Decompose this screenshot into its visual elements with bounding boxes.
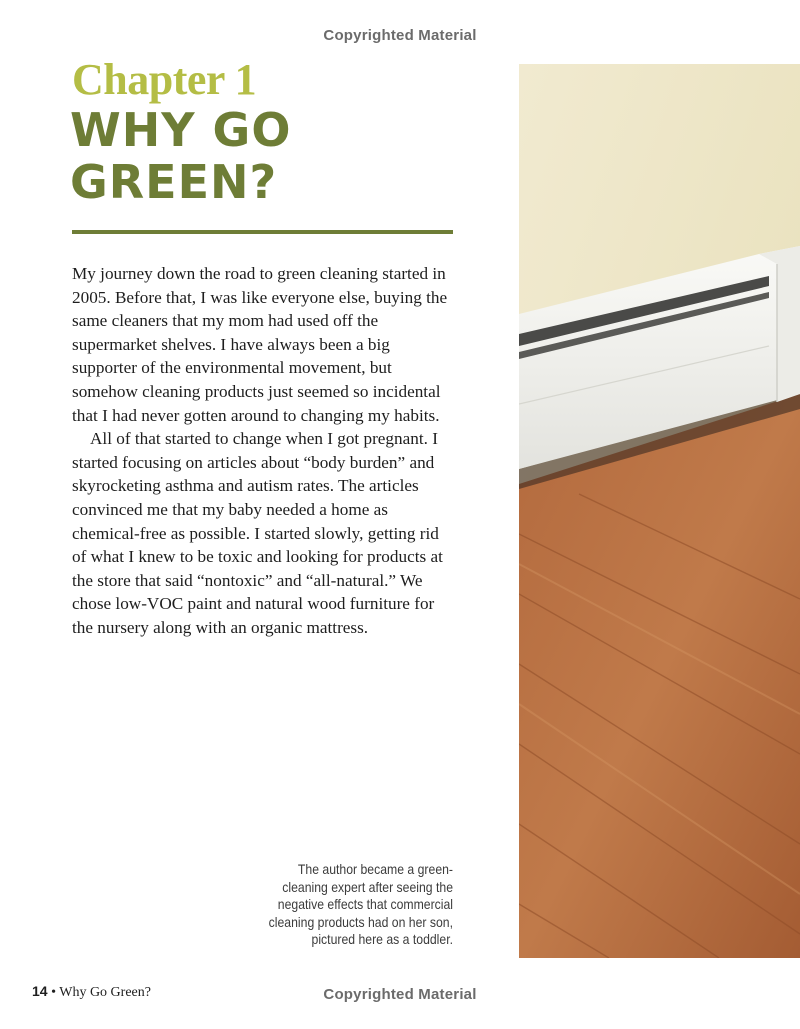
chapter-title: WHY GO GREEN? (70, 103, 292, 209)
watermark-top: Copyrighted Material (323, 27, 477, 44)
footer-separator: • (47, 985, 60, 1000)
photo-baseboard-floor (519, 64, 800, 958)
paragraph-1: My journey down the road to green cleaning started in 2005. Before that, I was like everyone else, buying the same cleaners that my mom had used off the supermarket shelves. I have always been a big supporter of the environmental movement, but somehow cleaning products just seemed so incidental that I had never gotten around to changing my habits. (72, 264, 448, 425)
photo-caption: The author became a green-cleaning expert after seeing the negative effects that commercial cleaning products had on her son, pictured here as a toddler. (268, 862, 453, 948)
chapter-label: Chapter 1 (72, 55, 257, 104)
footer-section: Why Go Green? (59, 985, 151, 1000)
body-text (72, 262, 456, 640)
watermark-bottom: Copyrighted Material (323, 986, 477, 1003)
paragraph-2: All of that started to change when I got pregnant. I started focusing on articles about “body burden” and skyrocketing asthma and autism rates. The articles convinced me that my baby needed a home as chemical-free as possible. I started slowly, getting rid of what I knew to be toxic and looking for products at the store that said “nontoxic” and “all-natural.” We chose low-VOC paint and natural wood furniture for the nursery along with an organic mattress. (72, 429, 443, 637)
title-divider (72, 230, 453, 234)
page-number: 14 (32, 983, 48, 999)
